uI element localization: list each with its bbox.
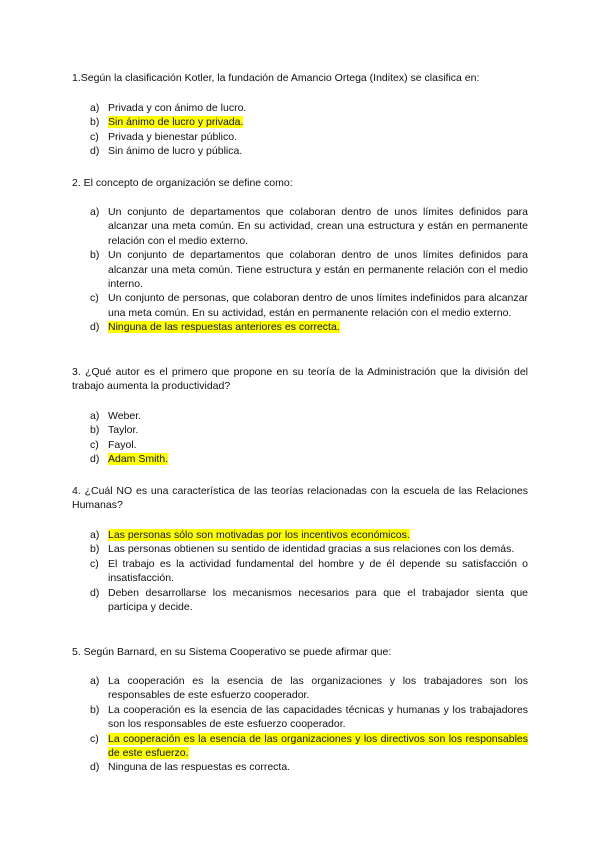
question-4-options [72, 528, 528, 614]
option-4a: a) Las personas sólo son motivadas por los incentivos económicos. [90, 529, 410, 541]
question-2-options [72, 205, 528, 335]
option-4b: b) Las personas obtienen su sentido de identidad gracias a sus relaciones con los demás. [90, 543, 515, 556]
question-2-text: 2. El concepto de organización se define como: [72, 177, 293, 189]
option-1b: b) Sin ánimo de lucro y privada. [90, 116, 244, 129]
option-2a: a) Un conjunto de departamentos que colaboran dentro de unos límites definidos para alcanzar una meta común. En su actividad, crean una estructura y están en permanente relación con el medio externo. [90, 206, 528, 247]
question-1-options [72, 101, 528, 159]
option-1c: c) Privada y bienestar público. [90, 130, 237, 143]
option-4d: d) Deben desarrollarse los mecanismos necesarios para que el trabajador sienta que participa y decide. [90, 586, 528, 614]
option-2d: d) Ninguna de las respuestas anteriores es correcta. [90, 321, 340, 334]
option-3a: a) Weber. [90, 410, 142, 422]
option-5b: b) La cooperación es la esencia de las capacidades técnicas y humanas y los trabajadores son los responsables de este esfuerzo cooperador. [90, 703, 528, 731]
question-3-text: 3. ¿Qué autor es el primero que propone en su teoría de la Administración que la división del trabajo aumenta la productividad? [72, 366, 528, 392]
option-5a: a) La cooperación es la esencia de las organizaciones y los trabajadores son los responsables de este esfuerzo cooperador. [90, 675, 528, 702]
question-5-text: 5. Según Barnard, en su Sistema Cooperativo se puede afirmar que: [72, 646, 392, 658]
question-1-text: 1.Según la clasificación Kotler, la fundación de Amancio Ortega (Inditex) se clasifica en: [72, 72, 480, 84]
option-3d: d) Adam Smith. [90, 453, 169, 466]
question-4-text: 4. ¿Cuál NO es una característica de las teorías relacionadas con la escuela de las Relaciones Humanas? [72, 485, 528, 511]
option-4c: c) El trabajo es la actividad fundamental del hombre y de él depende su satisfacción o insatisfacción. [90, 557, 528, 585]
option-2c: c) Un conjunto de personas, que colaboran dentro de unos límites indefinidos para alcanzar una meta común. En su actividad, están en permanente relación con el medio externo. [90, 292, 528, 319]
option-1d: d) Sin ánimo de lucro y pública. [90, 145, 243, 158]
option-3c: c) Fayol. [90, 438, 137, 451]
option-5d: d) Ninguna de las respuestas es correcta. [90, 761, 291, 774]
question-5-options [72, 674, 528, 775]
option-1a: a) Privada y con ánimo de lucro. [90, 102, 247, 114]
option-3b: b) Taylor. [90, 424, 139, 437]
question-3-options [72, 409, 528, 467]
option-2b: b) Un conjunto de departamentos que colaboran dentro de unos límites definidos para alcanzar una meta común. Tiene estructura y están en permanente relación con el medio interno. [90, 249, 528, 291]
option-5c: c) La cooperación es la esencia de las organizaciones y los directivos son los responsables de este esfuerzo. [90, 732, 528, 760]
